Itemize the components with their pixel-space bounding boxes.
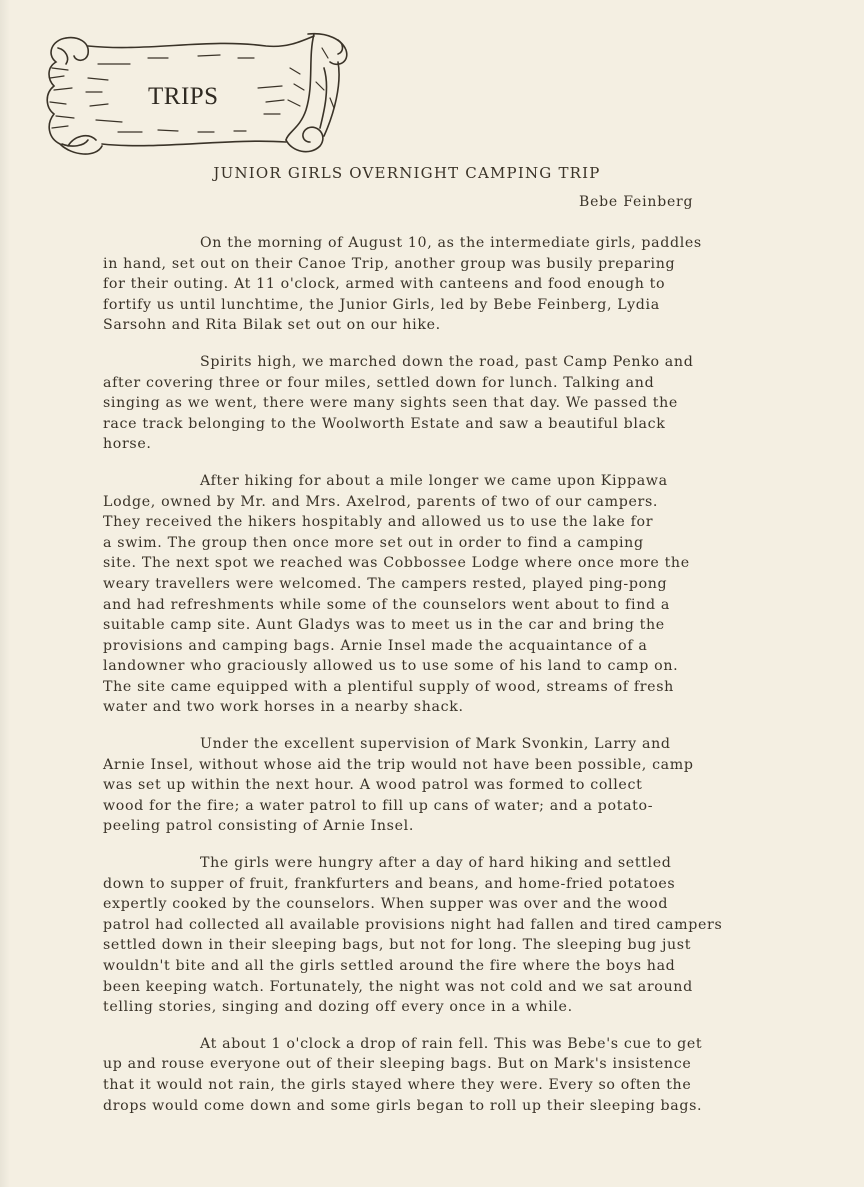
paragraph: After hiking for about a mile longer we came upon Kippawa Lodge, owned by Mr. and Mrs. Axelrod, parents of two of our campers. They received the hikers hospitably and allowed us to use the lake for a swim. The group then once more set out in order to find a camping site. The next spot we reached was Cobbossee Lodge where once more the weary travellers were welcomed. The campers rested, played ping-pong and had refreshments while some of the counselors went about to find a suitable camp site. Aunt Gladys was to meet us in the car and bring the provisions and camping bags. Arnie Insel made the acquaintance of a landowner who graciously allowed us to use some of his land to camp on. The site came equipped with a plentiful supply of wood, streams of fresh water and two work horses in a nearby shack. xyxy=(103,472,690,716)
article-body xyxy=(103,233,843,1132)
article-title: JUNIOR GIRLS OVERNIGHT CAMPING TRIP xyxy=(213,164,601,182)
paragraph: Under the excellent supervision of Mark Svonkin, Larry and Arnie Insel, without whose aid the trip would not have been possible, camp was set up within the next hour. A wood patrol was formed to collect wood for the fire; a water patrol to fill up cans of water; and a potato- peeling patrol consisting of Arnie Insel. xyxy=(103,736,694,835)
banner-title: TRIPS xyxy=(148,83,219,110)
paragraph: At about 1 o'clock a drop of rain fell. This was Bebe's cue to get up and rouse everyone out of their sleeping bags. But on Mark's insistence that it would not rain, the girls stayed where they were. Every so often the drops would come down and some girls began to roll up their sleeping bags. xyxy=(103,1035,703,1114)
paragraph: The girls were hungry after a day of hard hiking and settled down to supper of fruit, frankfurters and beans, and home-fried potatoes expertly cooked by the counselors. When supper was over and the wood patrol had collected all available provisions night had fallen and tired campers settled down in their sleeping bags, but not for long. The sleeping bug just wouldn't bite and all the girls settled around the fire where the boys had been keeping watch. Fortunately, the night was not cold and we sat around telling stories, singing and dozing off every once in a while. xyxy=(103,855,723,1016)
article-author: Bebe Feinberg xyxy=(579,194,694,210)
paragraph: Spirits high, we marched down the road, past Camp Penko and after covering three or four miles, settled down for lunch. Talking and singing as we went, there were many sights seen that day. We passed the race track belonging to the Woolworth Estate and saw a beautiful black horse. xyxy=(103,353,694,453)
scroll-banner xyxy=(38,28,358,163)
paragraph: On the morning of August 10, as the intermediate girls, paddles in hand, set out on their Canoe Trip, another group was busily preparing for their outing. At 11 o'clock, armed with canteens and food enough to fortify us until lunchtime, the Junior Girls, led by Bebe Feinberg, Lydia Sarsohn and Rita Bilak set out on our hike. xyxy=(103,235,702,334)
